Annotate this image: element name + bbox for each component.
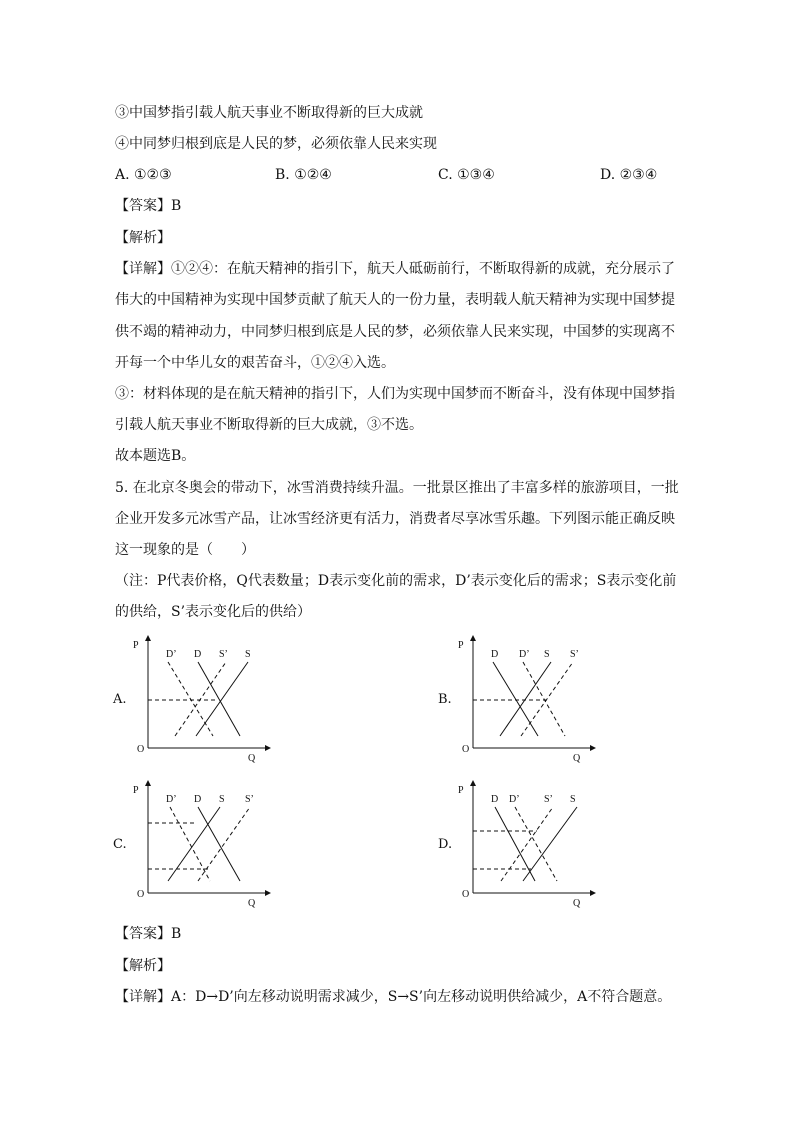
curve-label: S bbox=[245, 649, 251, 660]
chart-d bbox=[453, 775, 603, 910]
origin-label: O bbox=[137, 889, 145, 900]
supply-line bbox=[500, 662, 551, 736]
curve-label: D bbox=[491, 649, 499, 660]
detail-line: 供不竭的精神动力，中同梦归根到底是人民的梦，必须依靠人民来实现，中国梦的实现离不 bbox=[115, 324, 675, 340]
supply-new-line bbox=[501, 807, 553, 881]
curve-label: S’ bbox=[245, 794, 254, 805]
answer-label: 【答案】B bbox=[115, 926, 182, 942]
analysis-label: 【解析】 bbox=[115, 230, 171, 246]
curve-label: D’ bbox=[166, 794, 177, 805]
curve-label: D’ bbox=[166, 649, 177, 660]
question-5-line: 企业开发多元冰雪产品，让冰雪经济更有活力，消费者尽享冰雪乐趣。下列图示能正确反映 bbox=[115, 511, 675, 527]
curve-label: S’ bbox=[570, 649, 579, 660]
q-label: Q bbox=[573, 753, 581, 764]
curve-label: S’ bbox=[219, 649, 228, 660]
p-label: P bbox=[458, 785, 464, 796]
chart-d-letter: D. bbox=[438, 837, 453, 852]
question-5-line: 这一现象的是（ ） bbox=[115, 542, 255, 558]
option-4-text: ④中同梦归根到底是人民的梦，必须依靠人民来实现 bbox=[115, 136, 437, 152]
demand-line bbox=[493, 662, 538, 736]
supply-line bbox=[168, 807, 220, 881]
p-label: P bbox=[133, 640, 139, 651]
detail-line: 【详解】①②④：在航天精神的指引下，航天人砥砺前行，不断取得新的成就，充分展示了 bbox=[115, 261, 675, 277]
supply-new-line bbox=[198, 807, 250, 881]
demand-new-line bbox=[523, 662, 565, 736]
q-label: Q bbox=[248, 898, 256, 909]
choice-d: D. ②③④ bbox=[600, 167, 658, 183]
detail-line: 开每一个中华儿女的艰苦奋斗，①②④入选。 bbox=[115, 355, 395, 371]
curve-label: S’ bbox=[544, 794, 553, 805]
curve-label: S bbox=[570, 794, 576, 805]
note-line: 的供给，S’表示变化后的供给） bbox=[115, 604, 312, 620]
detail-line: 伟大的中国精神为实现中国梦贡献了航天人的一份力量，表明载人航天精神为实现中国梦提 bbox=[115, 292, 675, 308]
curve-label: D bbox=[491, 794, 499, 805]
question-5-line: 5. 在北京冬奥会的带动下，冰雪消费持续升温。一批景区推出了丰富多样的旅游项目，一批 bbox=[115, 480, 679, 496]
p-label: P bbox=[458, 640, 464, 651]
q-label: Q bbox=[573, 898, 581, 909]
demand-new-line bbox=[515, 807, 557, 881]
chart-c-letter: C. bbox=[113, 837, 127, 852]
detail-line: 引载人航天事业不断取得新的巨大成就，③不选。 bbox=[115, 417, 423, 433]
supply-line bbox=[523, 807, 577, 881]
chart-a-letter: A. bbox=[113, 692, 127, 707]
q-label: Q bbox=[248, 753, 256, 764]
supply-new-line bbox=[175, 662, 226, 736]
curve-label: S bbox=[219, 794, 225, 805]
option-3-text: ③中国梦指引载人航天事业不断取得新的巨大成就 bbox=[115, 105, 423, 121]
choice-a: A. ①②③ bbox=[115, 167, 172, 183]
chart-a bbox=[128, 630, 278, 765]
chart-b bbox=[453, 630, 603, 765]
answer-label: 【答案】B bbox=[115, 198, 182, 214]
conclusion: 故本题选B。 bbox=[115, 448, 196, 464]
demand-new-line bbox=[168, 662, 213, 736]
curve-label: D bbox=[194, 794, 202, 805]
chart-c bbox=[128, 775, 278, 910]
origin-label: O bbox=[462, 744, 470, 755]
demand-line bbox=[495, 807, 535, 881]
detail-line: ③：材料体现的是在航天精神的指引下，人们为实现中国梦而不断奋斗，没有体现中国梦指 bbox=[115, 386, 675, 402]
choice-c: C. ①③④ bbox=[438, 167, 495, 183]
detail-line: 【详解】A：D→D’向左移动说明需求减少，S→S’向左移动说明供给减少，A不符合题意。 bbox=[115, 989, 672, 1005]
curve-label: S bbox=[544, 649, 550, 660]
origin-label: O bbox=[137, 744, 145, 755]
curve-label: D bbox=[194, 649, 202, 660]
origin-label: O bbox=[462, 889, 470, 900]
curve-label: D’ bbox=[519, 649, 530, 660]
note-line: （注：P代表价格，Q代表数量；D表示变化前的需求，D’表示变化后的需求；S表示变化前 bbox=[115, 573, 677, 589]
choice-b: B. ①②④ bbox=[275, 167, 332, 183]
chart-b-letter: B. bbox=[438, 692, 452, 707]
analysis-label: 【解析】 bbox=[115, 958, 171, 974]
supply-new-line bbox=[521, 662, 573, 736]
curve-label: D’ bbox=[509, 794, 520, 805]
p-label: P bbox=[133, 785, 139, 796]
